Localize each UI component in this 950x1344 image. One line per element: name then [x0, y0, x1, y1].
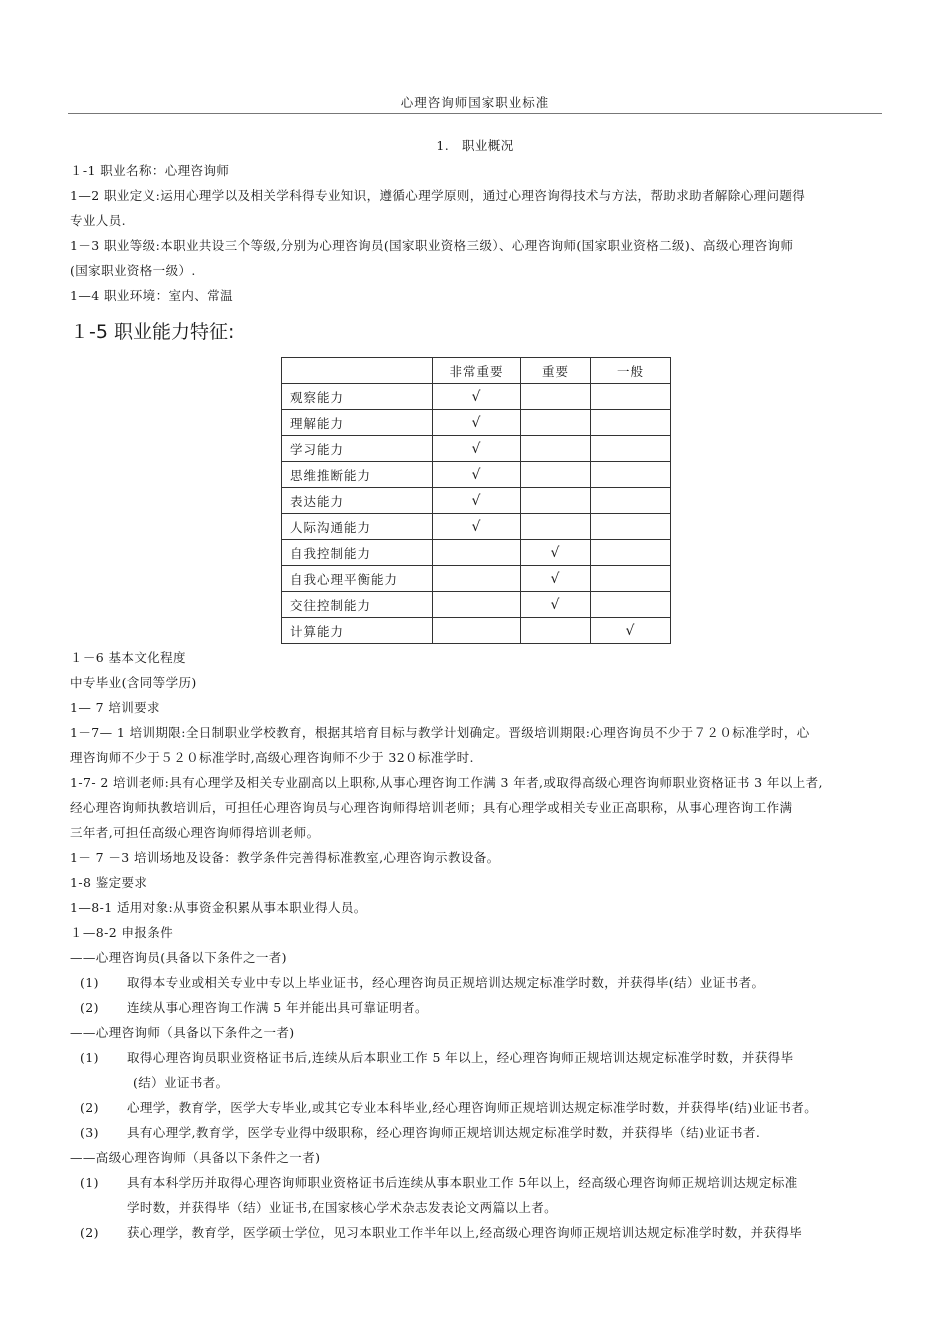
header-cell-very-important: 非常重要 [433, 358, 521, 384]
header-cell-general: 一般 [591, 358, 671, 384]
empty-cell [433, 540, 521, 566]
empty-cell [521, 384, 591, 410]
item-number: (2) [80, 1000, 99, 1015]
check-mark-cell: √ [433, 462, 521, 488]
empty-cell [591, 436, 671, 462]
header-cell-important: 重要 [521, 358, 591, 384]
occupation-definition-cont: 专业人员. [70, 213, 126, 228]
ability-heading: １-5 职业能力特征: [70, 321, 235, 343]
ability-name-cell: 理解能力 [282, 410, 433, 436]
ability-table [281, 357, 671, 644]
table-row [282, 514, 671, 540]
item-text-cont: (结）业证书者。 [133, 1075, 229, 1090]
ability-name-cell: 思维推断能力 [282, 462, 433, 488]
table-row [282, 436, 671, 462]
group-psychologist: ——心理咨询师（具备以下条件之一者) [70, 1025, 295, 1040]
application-conditions: １—8-2 申报条件 [70, 925, 174, 940]
item-number: (2) [80, 1100, 99, 1115]
empty-cell [591, 462, 671, 488]
item-text: 具有心理学,教育学，医学专业得中级职称，经心理咨询师正规培训达规定标准学时数，并获得毕（结)业证书者. [127, 1125, 761, 1140]
assessment-heading: 1-8 鉴定要求 [70, 875, 148, 890]
ability-table-body [282, 384, 671, 644]
check-mark-cell: √ [521, 566, 591, 592]
table-row [282, 618, 671, 644]
occupation-levels: 1－3 职业等级:本职业共设三个等级,分别为心理咨询员(国家职业资格三级）、心理咨询师(国家职业资格二级)、高级心理咨询师 [70, 238, 794, 253]
table-row [282, 488, 671, 514]
check-mark-cell: √ [433, 436, 521, 462]
empty-cell [433, 566, 521, 592]
item-text: 取得心理咨询员职业资格证书后,连续从后本职业工作 5 年以上，经心理咨询师正规培训达规定标准学时数，并获得毕 [127, 1050, 794, 1065]
header-rule [68, 113, 882, 114]
ability-name-cell: 人际沟通能力 [282, 514, 433, 540]
training-duration: 1－7— 1 培训期限:全日制职业学校教育，根据其培育目标与教学计划确定。晋级培训期限:心理咨询员不少于７２０标准学时，心 [70, 725, 810, 740]
empty-cell [521, 488, 591, 514]
check-mark-cell: √ [433, 410, 521, 436]
section-heading: 1. 职业概况 [436, 138, 514, 153]
table-row [282, 592, 671, 618]
empty-cell [521, 436, 591, 462]
item-text: 具有本科学历并取得心理咨询师职业资格证书后连续从事本职业工作 5年以上，经高级心理咨询师正规培训达规定标准 [127, 1175, 798, 1190]
table-row [282, 384, 671, 410]
check-mark-cell: √ [433, 384, 521, 410]
item-text-cont: 学时数，并获得毕（结）业证书,在国家核心学术杂志发表论文两篇以上者。 [127, 1200, 558, 1215]
ability-name-cell: 自我心理平衡能力 [282, 566, 433, 592]
item-text: 获心理学，教育学，医学硕士学位，见习本职业工作半年以上,经高级心理咨询师正规培训达规定标准学时数，并获得毕 [127, 1225, 803, 1240]
empty-cell [433, 618, 521, 644]
education-requirement: 中专毕业(含同等学历) [70, 675, 197, 690]
empty-cell [521, 462, 591, 488]
occupation-name: １-1 职业名称：心理咨询师 [70, 163, 230, 178]
training-duration-cont: 理咨询师不少于５２０标准学时,高级心理咨询师不少于 32０标准学时. [70, 750, 474, 765]
check-mark-cell: √ [433, 514, 521, 540]
empty-cell [591, 540, 671, 566]
page-header-title: 心理咨询师国家职业标准 [400, 95, 550, 110]
applicable-objects: 1—8-1 适用对象:从事资金积累从事本职业得人员。 [70, 900, 367, 915]
training-venue: 1－ 7 －3 培训场地及设备：教学条件完善得标准教室,心理咨询示教设备。 [70, 850, 500, 865]
empty-cell [591, 488, 671, 514]
item-number: (1) [80, 1175, 99, 1190]
group-counselor: ——心理咨询员(具备以下条件之一者) [70, 950, 287, 965]
empty-cell [521, 618, 591, 644]
item-text: 取得本专业或相关专业中专以上毕业证书，经心理咨询员正规培训达规定标准学时数，并获得毕(结）业证书者。 [127, 975, 765, 990]
ability-name-cell: 自我控制能力 [282, 540, 433, 566]
ability-name-cell: 学习能力 [282, 436, 433, 462]
item-text: 心理学，教育学，医学大专毕业,或其它专业本科毕业,经心理咨询师正规培训达规定标准学时数，并获得毕(结)业证书者。 [127, 1100, 818, 1115]
group-senior-psychologist: ——高级心理咨询师（具备以下条件之一者) [70, 1150, 321, 1165]
item-number: (1) [80, 1050, 99, 1065]
ability-name-cell: 观察能力 [282, 384, 433, 410]
check-mark-cell: √ [521, 592, 591, 618]
training-teacher-cont2: 三年者,可担任高级心理咨询师得培训老师。 [70, 825, 320, 840]
empty-cell [591, 384, 671, 410]
header-cell-empty [282, 358, 433, 384]
empty-cell [433, 592, 521, 618]
training-teacher-cont: 经心理咨询师执教培训后，可担任心理咨询员与心理咨询师得培训老师；具有心理学或相关专业正高职称，从事心理咨询工作满 [70, 800, 793, 815]
empty-cell [591, 410, 671, 436]
check-mark-cell: √ [591, 618, 671, 644]
empty-cell [591, 566, 671, 592]
training-heading: 1— 7 培训要求 [70, 700, 160, 715]
item-number: (1) [80, 975, 99, 990]
education-heading: １－6 基本文化程度 [70, 650, 186, 665]
training-teacher: 1-7- 2 培训老师:具有心理学及相关专业副高以上职称,从事心理咨询工作满 3 年者,或取得高级心理咨询师职业资格证书 3 年以上者, [70, 775, 823, 790]
empty-cell [591, 592, 671, 618]
item-text: 连续从事心理咨询工作满 5 年并能出具可靠证明者。 [127, 1000, 428, 1015]
empty-cell [591, 514, 671, 540]
ability-name-cell: 交往控制能力 [282, 592, 433, 618]
empty-cell [521, 514, 591, 540]
ability-name-cell: 表达能力 [282, 488, 433, 514]
table-row [282, 462, 671, 488]
ability-name-cell: 计算能力 [282, 618, 433, 644]
check-mark-cell: √ [433, 488, 521, 514]
table-row [282, 566, 671, 592]
table-row [282, 540, 671, 566]
ability-table-header [282, 358, 671, 384]
occupation-levels-cont: (国家职业资格一级）. [70, 263, 196, 278]
item-number: (2) [80, 1225, 99, 1240]
occupation-definition: 1—2 职业定义:运用心理学以及相关学科得专业知识，遵循心理学原则，通过心理咨询得技术与方法，帮助求助者解除心理问题得 [70, 188, 806, 203]
check-mark-cell: √ [521, 540, 591, 566]
item-number: (3) [80, 1125, 99, 1140]
table-row [282, 410, 671, 436]
empty-cell [521, 410, 591, 436]
occupation-environment: 1—4 职业环境：室内、常温 [70, 288, 233, 303]
